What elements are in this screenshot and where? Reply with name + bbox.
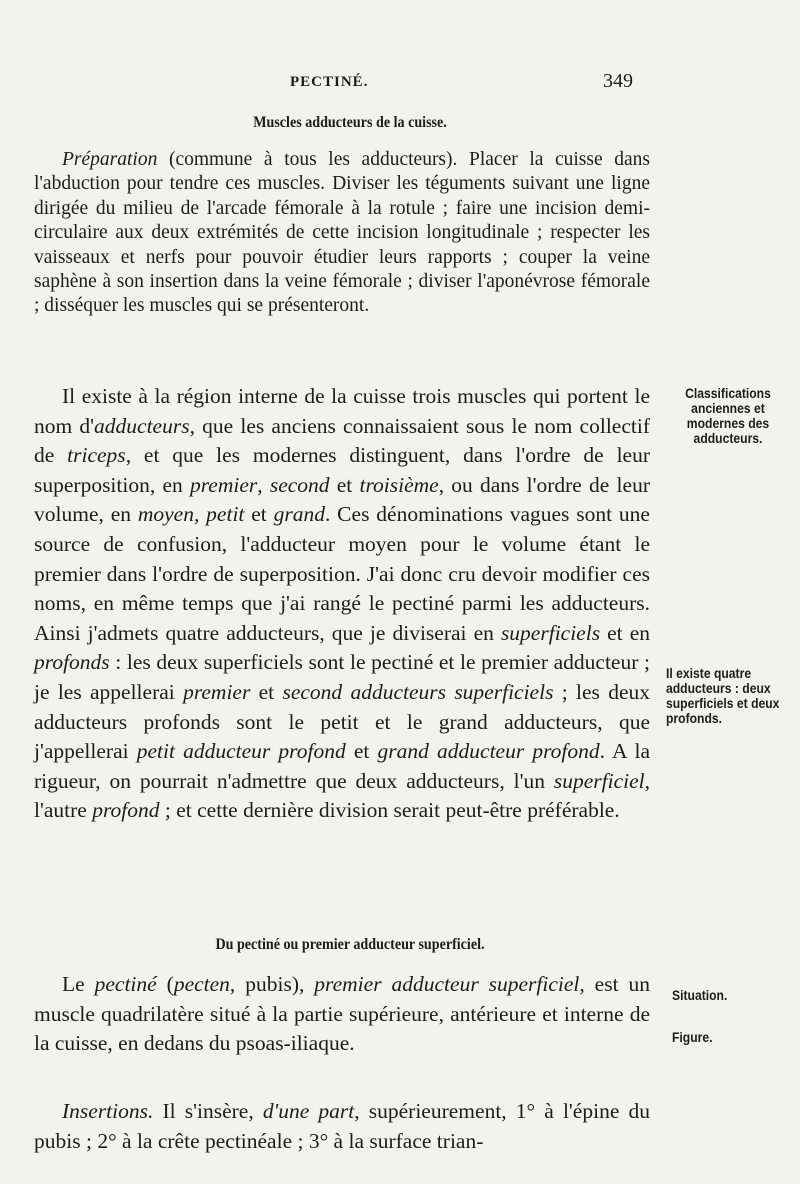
text-run: et [345,739,378,764]
italic-run: premier [189,472,258,497]
text-run: ; et cette dernière division serait peut-être préférable. [159,798,620,823]
italic-run: profonds [34,650,110,675]
margin-note-figure: Figure. [672,1030,713,1045]
italic-run: triceps [67,443,126,468]
text-run: Le [62,972,95,996]
text-run: Il existe à la région interne de la cuisse trois muscles qui portent le nom d' [34,384,650,438]
margin-note-classifications: Classifications anciennes et modernes des adducteurs. [685,386,771,446]
text-run: ; les deux adducteurs profonds sont le petit et le grand adducteurs, que j'appellerai [34,679,650,764]
italic-run: d'une part [262,1099,355,1123]
text-run: , l'autre [34,768,650,823]
preparation-paragraph [34,148,650,319]
italic-run: pecten [173,972,230,996]
text-run: , ou dans l'ordre de leur volume, en [34,472,650,527]
italic-run: grand adducteur profond [377,739,600,764]
italic-run: grand [273,502,325,527]
section-heading-adductors: Muscles adducteurs de la cuisse. [253,114,447,131]
insertions-paragraph [34,1096,650,1156]
text-run: et [250,679,283,704]
italic-run: troisième [359,472,439,497]
italic-run: adducteurs [94,413,190,438]
text-run: et [244,502,274,527]
italic-run: second adducteurs superficiels [282,679,554,704]
italic-run: petit adducteur profond [136,739,346,764]
italic-run: premier adducteur superficiel [314,972,580,996]
text-run: , pubis), [229,972,315,996]
preparation-label: Préparation [62,149,158,170]
insertions-label: Insertions. [62,1099,154,1123]
page-number: 349 [603,70,633,92]
italic-run: premier [183,679,251,704]
text-run: : les deux superficiels sont le pectiné et le premier adducteur ; je les appellerai [34,650,650,704]
italic-run: second [269,472,330,497]
italic-run: moyen, petit [137,502,245,527]
text-run: ( [156,972,174,996]
text-run: , que les anciens connaissaient sous le nom collectif de [34,413,650,468]
italic-run: profond [92,798,160,823]
text-run: et [329,472,360,497]
text-run: Il s'insère, [153,1099,263,1123]
italic-run: pectiné [94,972,157,996]
text-run: . A la rigueur, on pourrait n'admettre que deux adducteurs, l'un [34,739,650,793]
italic-run: superficiels [500,620,601,645]
text-run: et en [600,620,650,645]
margin-note-situation: Situation. [672,988,728,1003]
text-run: , est un muscle quadrilatère situé à la partie supérieure, antérieure et interne de la cuisse, en dedans du psoas-iliaque. [34,972,651,1056]
text-run: . Ces dénominations vagues sont une source de confusion, l'adducteur moyen pour le volume étant le premier dans l'ordre de superposition. J'ai donc cru devoir modifier ces noms, en même temps que j'ai rangé le pectiné parmi les adducteurs. Ainsi j'admets quatre adducteurs, que je diviserai en [34,502,650,645]
text-run: , [257,472,270,497]
preparation-text: (commune à tous les adducteurs). Placer la cuisse dans l'abduction pour tendre ces muscles. Diviser les téguments suivant une ligne dirigée du milieu de l'arcade fémorale à la rotule ; faire une incision demi-circulaire aux deux extrémités de cette incision longitudinale ; respecter les vaisseaux et nerfs pour pouvoir étudier leurs rapports ; couper la veine saphène à son insertion dans la veine fémorale ; diviser l'aponévrose fémorale ; disséquer les muscles qui se présenteront. [34,149,650,317]
running-title: PECTINÉ. [290,74,369,90]
italic-run: superficiel [553,768,645,793]
margin-note-four-adductors: Il existe quatre adducteurs : deux superficiels et deux profonds. [666,666,780,726]
section-heading-pectineus: Du pectiné ou premier adducteur superficiel. [215,936,485,953]
text-run: , supérieurement, 1° à l'épine du pubis ; 2° à la crête pectinéale ; 3° à la surface trian- [34,1099,651,1153]
adductors-paragraph [34,382,650,826]
pectineus-paragraph [34,970,650,1059]
text-run: , et que les modernes distinguent, dans l'ordre de leur superposition, en [34,443,651,497]
